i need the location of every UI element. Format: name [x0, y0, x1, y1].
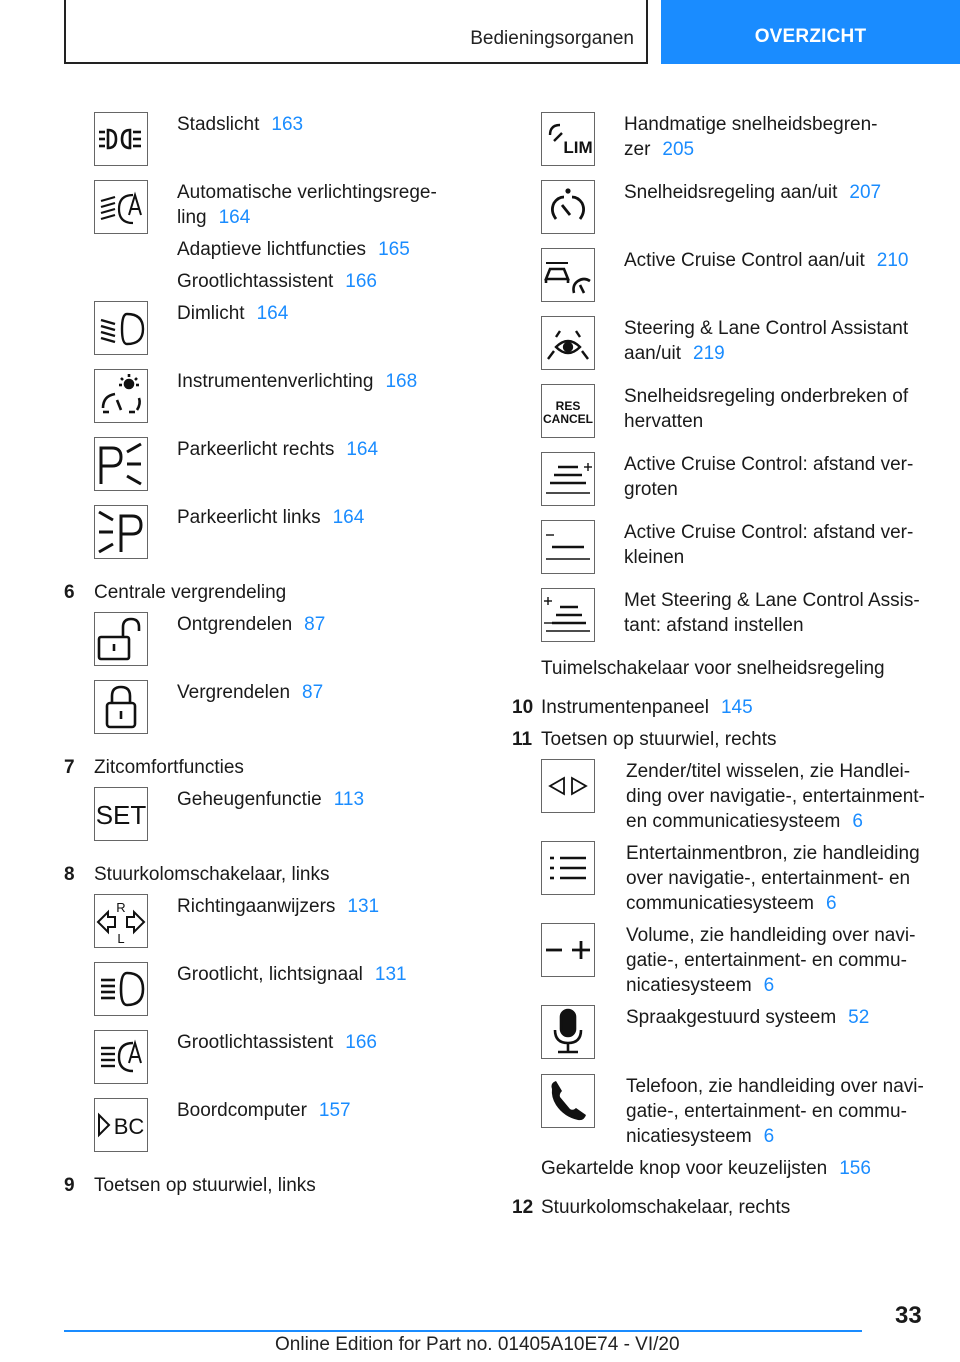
- page-ref-link[interactable]: 166: [345, 271, 377, 292]
- memory-set-icon: [94, 787, 148, 841]
- item-number: 12: [512, 1197, 534, 1218]
- page-ref-link[interactable]: 87: [304, 614, 326, 635]
- page-ref-link[interactable]: 165: [378, 239, 410, 260]
- page-ref-link[interactable]: 164: [218, 207, 251, 228]
- section-heading: Zitcomfortfuncties: [94, 757, 244, 778]
- res-icon-label: RES: [555, 399, 581, 413]
- page-ref-link[interactable]: 52: [848, 1007, 870, 1028]
- distance-adjust-icon: [541, 588, 595, 642]
- page-ref-link[interactable]: 210: [876, 250, 909, 271]
- res-cancel-icon: [541, 384, 595, 438]
- lane-assistant-entry: Steering & Lane Control Assistant aan/uit 219: [624, 318, 909, 364]
- low-beam-icon: [94, 301, 148, 355]
- page-ref-link[interactable]: 145: [720, 697, 753, 718]
- parking-light-icon: [94, 112, 148, 166]
- active-cruise-icon: [541, 248, 595, 302]
- parking-light-right-icon: [94, 437, 148, 491]
- item-number: 8: [64, 864, 75, 885]
- chapter-tab[interactable]: OVERZICHT: [661, 0, 960, 64]
- speed-limiter-entry: Handmatige snelheidsbegren- zer 205: [624, 114, 878, 160]
- lock-icon: [94, 680, 148, 734]
- voice-control-entry: Spraakgestuurd systeem 52: [626, 1007, 870, 1028]
- page-ref-link[interactable]: 168: [385, 371, 418, 392]
- section-heading: Stuurkolomschakelaar, rechts: [541, 1197, 791, 1218]
- page-ref-link[interactable]: 219: [693, 343, 725, 364]
- microphone-icon: [541, 1005, 595, 1059]
- low-beam-entry: Dimlicht 164: [177, 303, 289, 324]
- page-number: 33: [895, 1302, 922, 1329]
- item-number: 11: [512, 729, 533, 750]
- set-icon-label: SET: [95, 800, 147, 830]
- instrument-lighting-entry: Instrumentenverlichting 168: [177, 371, 418, 392]
- prev-next-icon: [541, 759, 595, 813]
- cancel-icon-label: CANCEL: [543, 412, 593, 426]
- turn-signal-r-label: R: [116, 900, 126, 915]
- turn-signal-icon: [94, 894, 148, 948]
- knurled-knob-entry: Gekartelde knop voor keuzelijsten 156: [541, 1158, 871, 1179]
- section-title: Bedieningsorganen: [470, 28, 634, 49]
- high-beam-icon: [94, 962, 148, 1016]
- section-heading: Toetsen op stuurwiel, links: [94, 1175, 316, 1196]
- board-computer-icon: [94, 1098, 148, 1152]
- rocker-switch-label: Tuimelschakelaar voor snelheidsregeling: [541, 658, 885, 679]
- parking-light-left-icon: [94, 505, 148, 559]
- parking-light-left-entry: Parkeerlicht links 164: [177, 507, 365, 528]
- section-heading: Toetsen op stuurwiel, rechts: [541, 729, 777, 750]
- source-switch-entry: Zender/titel wisselen, zie Handlei- ding over navigatie-, entertainment- en communicatiesysteem 6: [626, 761, 925, 832]
- page-ref-link[interactable]: 164: [256, 303, 289, 324]
- instrument-lighting-icon: [94, 369, 148, 423]
- page-ref-link[interactable]: 207: [849, 182, 882, 203]
- phone-icon: [541, 1074, 595, 1128]
- unlock-entry: Ontgrendelen 87: [177, 614, 326, 635]
- bc-icon-label: BC: [113, 1114, 145, 1139]
- page-ref-link[interactable]: 87: [302, 682, 324, 703]
- item-number: 7: [64, 757, 75, 778]
- page-ref-link[interactable]: 113: [333, 789, 365, 810]
- page-ref-link[interactable]: 166: [345, 1032, 377, 1053]
- lane-assistant-icon: [541, 316, 595, 370]
- turn-signal-l-label: L: [117, 931, 125, 946]
- page-ref-link[interactable]: 157: [318, 1100, 351, 1121]
- page-ref-link[interactable]: 205: [662, 139, 695, 160]
- distance-adjust-entry: Met Steering & Lane Control Assis- tant: afstand instellen: [624, 590, 920, 636]
- unlock-icon: [94, 612, 148, 666]
- page-ref-link[interactable]: 6: [825, 893, 837, 914]
- parking-light-right-entry: Parkeerlicht rechts 164: [177, 439, 379, 460]
- high-beam-assistant-entry-2: Grootlichtassistent 166: [177, 1032, 377, 1053]
- cruise-control-entry: Snelheidsregeling aan/uit 207: [624, 182, 882, 203]
- page-ref-link[interactable]: 131: [374, 964, 407, 985]
- board-computer-entry: Boordcomputer 157: [177, 1100, 351, 1121]
- footer-edition: Online Edition for Part no. 01405A10E74 - VI/20: [275, 1334, 680, 1355]
- section-heading: Stuurkolomschakelaar, links: [94, 864, 330, 885]
- distance-increase-entry: Active Cruise Control: afstand ver- groten: [624, 454, 914, 500]
- speed-limiter-icon: [541, 112, 595, 166]
- header-box: [64, 0, 648, 64]
- adaptive-light-entry: Adaptieve lichtfuncties 165: [177, 239, 410, 260]
- high-beam-entry: Grootlicht, lichtsignaal 131: [177, 964, 407, 985]
- item-number: 6: [64, 582, 75, 603]
- section-heading: Centrale vergrendeling: [94, 582, 287, 603]
- distance-decrease-entry: Active Cruise Control: afstand ver- kleinen: [624, 522, 914, 568]
- item-number: 10: [512, 697, 534, 718]
- auto-light-icon: [94, 180, 148, 234]
- active-cruise-entry: Active Cruise Control aan/uit 210: [624, 250, 909, 271]
- page-ref-link[interactable]: 6: [763, 1126, 775, 1147]
- distance-decrease-icon: [541, 520, 595, 574]
- lim-icon-label: LIM: [563, 138, 593, 157]
- stadslicht-entry: Stadslicht 163: [177, 114, 304, 135]
- lock-entry: Vergrendelen 87: [177, 682, 324, 703]
- list-icon: [541, 841, 595, 895]
- footer-divider: [64, 1330, 862, 1332]
- phone-entry: Telefoon, zie handleiding over navi- gatie-, entertainment- en commu- nicatiesysteem 6: [626, 1076, 924, 1147]
- auto-light-entry: Automatische verlichtingsrege- ling 164: [177, 182, 437, 228]
- section-heading: Instrumentenpaneel 145: [541, 697, 753, 718]
- item-number: 9: [64, 1175, 75, 1196]
- high-beam-assistant-icon: [94, 1030, 148, 1084]
- page-ref-link[interactable]: 131: [347, 896, 380, 917]
- page-ref-link[interactable]: 156: [839, 1158, 871, 1179]
- res-cancel-entry: Snelheidsregeling onderbreken of hervatten: [624, 386, 909, 432]
- high-beam-assistant-entry: Grootlichtassistent 166: [177, 271, 377, 292]
- page-ref-link[interactable]: 6: [763, 975, 775, 996]
- page-ref-link[interactable]: 163: [271, 114, 304, 135]
- volume-entry: Volume, zie handleiding over navi- gatie-, entertainment- en commu- nicatiesysteem 6: [626, 925, 916, 996]
- entertainment-source-entry: Entertainmentbron, zie handleiding over navigatie-, entertainment- en communicatiesysteem 6: [626, 843, 920, 914]
- cruise-control-icon: [541, 180, 595, 234]
- page-ref-link[interactable]: 164: [346, 439, 379, 460]
- turn-signal-entry: Richtingaanwijzers 131: [177, 896, 380, 917]
- memory-entry: Geheugenfunctie 113: [177, 789, 365, 810]
- page-ref-link[interactable]: 164: [332, 507, 365, 528]
- page-ref-link[interactable]: 6: [852, 811, 863, 832]
- distance-increase-icon: [541, 452, 595, 506]
- volume-icon: [541, 923, 595, 977]
